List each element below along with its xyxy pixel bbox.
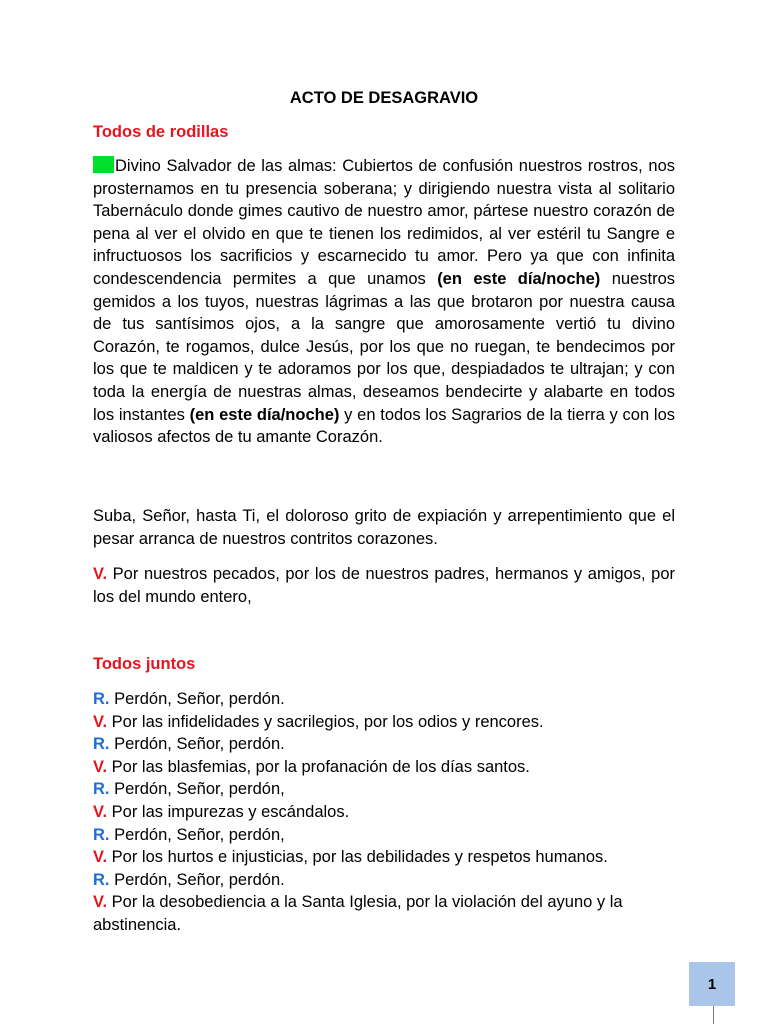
list-item (93, 778, 675, 801)
versicle-text: Por nuestros pecados, por los de nuestros padres, hermanos y amigos, por los del mundo entero, (93, 565, 675, 606)
response-prefix: R. (93, 780, 110, 799)
paragraph-text: y en todos los Sagrarios de la tierra y con los valiosos afectos de tu amante Corazón. (93, 405, 675, 447)
versicle-text: Por las impurezas y escándalos. (107, 802, 350, 821)
list-item (93, 846, 675, 869)
response-prefix: R. (93, 735, 110, 754)
versicle-prefix: V. (93, 565, 108, 583)
response-prefix: R. (93, 690, 110, 708)
list-item (93, 869, 675, 892)
highlight-marker-icon (93, 156, 114, 173)
prayer-paragraph-expiation: Suba, Señor, hasta Ti, el doloroso grito de expiación y arrepentimiento que el pesar arranca de nuestros contritos corazones. (93, 507, 675, 548)
bold-note: (en este día/noche) (189, 405, 340, 424)
page-number-badge (689, 962, 735, 1006)
document-title: ACTO DE DESAGRAVIO (289, 89, 479, 107)
list-item (93, 733, 675, 756)
response-prefix: R. (93, 825, 110, 844)
versicle-text: Por las blasfemias, por la profanación de los días santos. (107, 757, 530, 776)
versicle-text: Por las infidelidades y sacrilegios, por los odios y rencores. (107, 712, 544, 731)
section-heading-together: Todos juntos (93, 655, 196, 673)
paragraph-text: Divino Salvador de las almas: Cubiertos de confusión nuestros rostros, nos prosternamos en tu presencia soberana; y dirigiendo nuestra vista al solitario Tabernáculo donde gimes cautivo de nuestro amor, pártese nuestro corazón de pena al ver el olvido en que te tienen los redimidos, al ver estéril tu Sangre e infructuosos los sacrificios y escarnecido tu amor. Pero ya que con infinita condescendencia permites a que unamos (93, 157, 675, 288)
section-heading-kneeling: Todos de rodillas (93, 123, 229, 141)
list-item (93, 891, 675, 936)
page-number-divider (713, 1006, 714, 1024)
versicle-prefix: V. (93, 848, 108, 867)
list-item (93, 824, 675, 847)
versicle-text: Por los hurtos e injusticias, por las debilidades y respetos humanos. (107, 848, 608, 867)
list-item (93, 801, 675, 824)
response-text: Perdón, Señor, perdón. (109, 690, 285, 708)
response-list (93, 688, 675, 937)
response-text: Perdón, Señor, perdón, (109, 780, 285, 799)
page-number: 1 (707, 975, 717, 993)
paragraph-text: nuestros gemidos a los tuyos, nuestras lágrimas a las que brotaron por nuestra causa de tus santísimos ojos, a la sangre que amorosamente vertió tu divino Corazón, te rogamos, dulce Jesús, por los que no ruegan, te bendecimos por los que te maldicen y te adoramos por los que, despiadados te ultrajan; y con toda la energía de nuestras almas, deseamos bendecirte y alabarte en todos los instantes (93, 269, 676, 424)
versicle-prefix: V. (93, 757, 108, 776)
versicle-paragraph (93, 563, 675, 608)
prayer-paragraph-main (93, 155, 675, 449)
response-text: Perdón, Señor, perdón. (109, 870, 285, 889)
list-item (93, 711, 675, 734)
versicle-prefix: V. (93, 712, 108, 731)
bold-note: (en este día/noche) (437, 269, 601, 288)
versicle-prefix: V. (93, 893, 108, 912)
response-text: Perdón, Señor, perdón, (109, 825, 285, 844)
versicle-text: Por la desobediencia a la Santa Iglesia, por la violación del ayuno y la abstinencia. (93, 893, 623, 934)
list-item (93, 688, 675, 711)
list-item (93, 756, 675, 779)
response-text: Perdón, Señor, perdón. (109, 735, 285, 754)
versicle-prefix: V. (93, 802, 108, 821)
response-prefix: R. (93, 870, 110, 889)
